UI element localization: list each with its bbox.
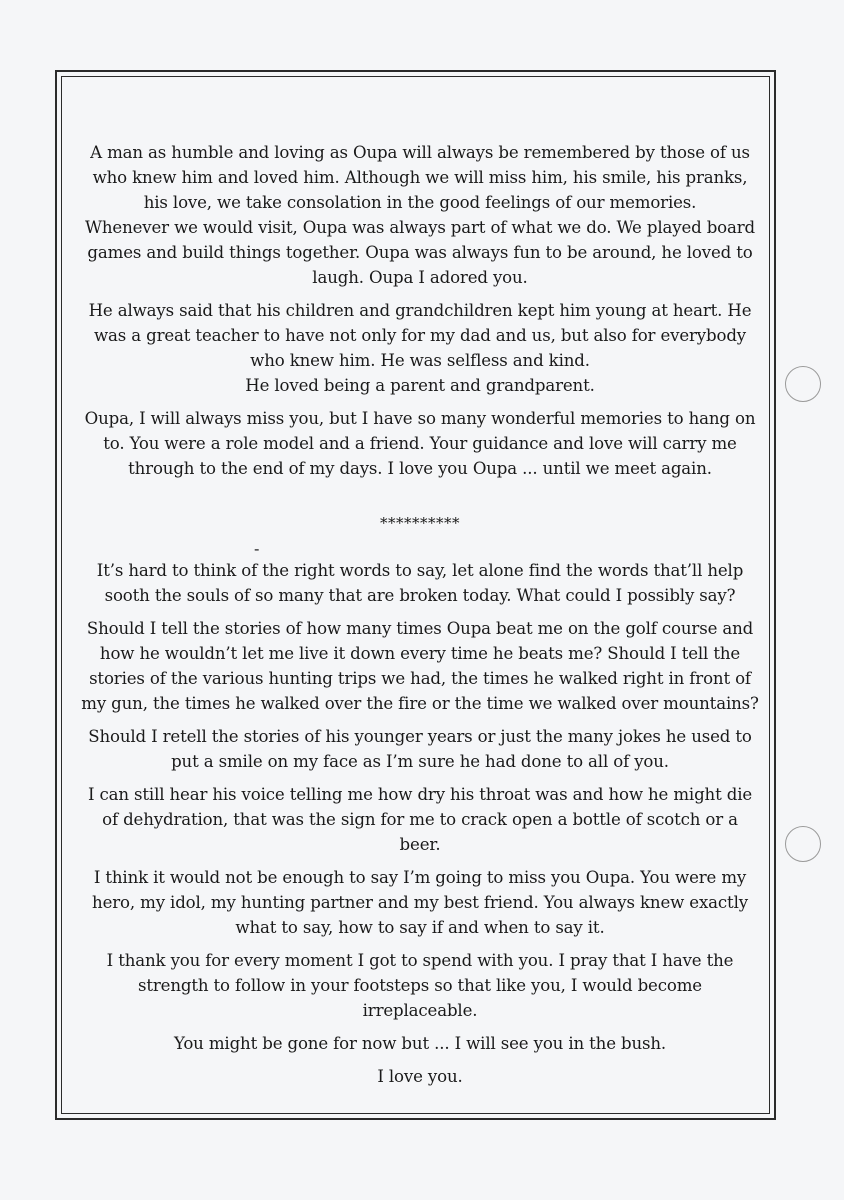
tribute-section-two <box>80 558 760 1089</box>
section-separator: ********** <box>380 514 460 532</box>
tribute-section-one <box>80 140 760 481</box>
punch-hole-top <box>785 366 821 402</box>
paragraph: I thank you for every moment I got to spend with you. I pray that I have the strength to follow in your footsteps so that like you, I would become irreplaceable. <box>106 951 734 1020</box>
paragraph: He always said that his children and grandchildren kept him young at heart. He was a great teacher to have not only for my dad and us, but also for everybody who knew him. He was selfless and kind. <box>88 301 752 370</box>
paragraph: I think it would not be enough to say I’m going to miss you Oupa. You were my hero, my idol, my hunting partner and my best friend. You always knew exactly what to say, how to say if and when to say it. <box>92 868 748 937</box>
paragraph: It’s hard to think of the right words to say, let alone find the words that’ll help sooth the souls of so many that are broken today. What could I possibly say? <box>96 561 744 605</box>
paragraph: I can still hear his voice telling me how dry his throat was and how he might die of dehydration, that was the sign for me to crack open a bottle of scotch or a beer. <box>87 785 753 854</box>
paragraph: He loved being a parent and grandparent. <box>245 376 595 395</box>
paragraph: Oupa, I will always miss you, but I have so many wonderful memories to hang on to. You were a role model and a friend. Your guidance and love will carry me through to the end of my days. I love you Oupa ... until we meet again. <box>84 409 756 478</box>
paragraph: I love you. <box>377 1067 463 1086</box>
dash-mark: - <box>254 539 260 558</box>
punch-hole-bottom <box>785 826 821 862</box>
paragraph: Whenever we would visit, Oupa was always part of what we do. We played board games and build things together. Oupa was always fun to be around, he loved to laugh. Oupa I adored you. <box>84 218 756 287</box>
paragraph: You might be gone for now but ... I will see you in the bush. <box>173 1034 667 1053</box>
paragraph: A man as humble and loving as Oupa will always be remembered by those of us who knew him and loved him. Although we will miss him, his smile, his pranks, his love, we take consolation in the good feelings of our memories. <box>90 143 750 212</box>
tribute-text <box>80 140 760 1097</box>
paragraph: Should I retell the stories of his younger years or just the many jokes he used to put a smile on my face as I’m sure he had done to all of you. <box>88 727 752 771</box>
paragraph: Should I tell the stories of how many times Oupa beat me on the golf course and how he wouldn’t let me live it down every time he beats me? Should I tell the stories of the various hunting trips we had, the times he walked right in front of my gun, the times he walked over the fire or the time we walked over mountains? <box>81 619 759 713</box>
